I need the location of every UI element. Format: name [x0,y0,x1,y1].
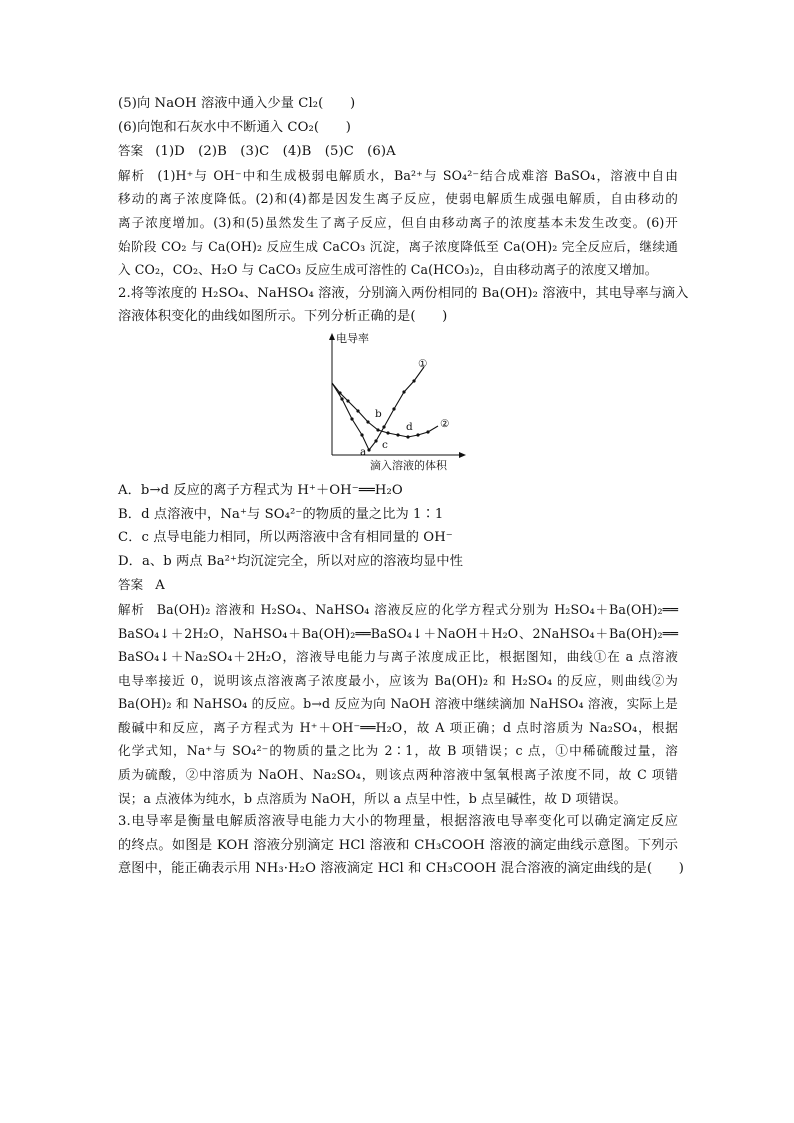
point-b-label: b [375,407,382,420]
analysis-2-line-8: 质为硫酸，②中溶质为 NaOH、Na₂SO₄，则该点两种溶液中氢氧根离子浓度不同，故 C 项错 [118,767,678,783]
conductivity-graph [318,331,468,471]
question-2-stem-line-2: 溶液体积变化的曲线如图所示。下列分析正确的是( ) [118,309,448,325]
option-b: B．d 点溶液中，Na⁺与 SO₄²⁻的物质的量之比为 1∶1 [118,506,444,522]
answer-text: A [155,578,165,594]
point-d-label: d [406,420,413,433]
answer-1 [118,139,678,164]
x-axis-label: 滴入溶液的体积 [370,458,447,471]
analysis-1-line-3: 离子浓度增加。(3)和(5)虽然发生了离子反应，但自由移动离子的浓度基本未发生改变。(6)开 [118,214,678,230]
analysis-text: (1)H⁺与 OH⁻中和生成极弱电解质水，Ba²⁺与 SO₄²⁻结合成难溶 BaSO₄，溶液中自由 [157,167,678,183]
answer-2 [118,573,678,598]
point-c-label: c [382,438,388,451]
curve-2-point [376,428,379,431]
curve-2-point [396,433,399,436]
curve-2-point [338,391,341,394]
curve-1-point [350,417,353,420]
curve-2-point [426,430,429,433]
analysis-2-line-4: 电导率接近 0，说明该点溶液离子浓度最小，应该为 Ba(OH)₂ 和 H₂SO₄ 的反应，则曲线②为 [118,672,678,688]
document-page [118,92,689,881]
analysis-2-line-1 [118,598,678,622]
analysis-2-line-9: 误；a 点液体为纯水，b 点溶质为 NaOH，所以 a 点呈中性，b 点呈碱性，故 D 项错误。 [118,790,627,806]
curve-1-point [374,439,377,442]
analysis-1-line-4: 始阶段 CO₂ 与 Ca(OH)₂ 反应生成 CaCO₃ 沉淀，离子浓度降低至 Ca(OH)₂ 完全反应后，继续通 [118,238,678,254]
curve-1-point [382,425,385,428]
question-3-stem-line-2: 的终点。如图是 KOH 溶液分别滴定 HCl 溶液和 CH₃COOH 溶液的滴定曲线示意图。下列示 [118,837,678,853]
analysis-2-line-5: Ba(OH)₂ 和 NaHSO₄ 的反应。b→d 反应为向 NaOH 溶液中继续滴加 NaHSO₄ 溶液，实际上是 [118,696,678,712]
answer-text: (1)D (2)B (3)C (4)B (5)C (6)A [155,144,396,160]
answer-label: 答案 [118,577,144,593]
curve-1-point [412,379,415,382]
curve-2-point [356,409,359,412]
question-2-stem-line-1: 2.将等浓度的 H₂SO₄、NaHSO₄ 溶液，分别滴入两份相同的 Ba(OH)₂ 溶液中，其电导率与滴入 [118,285,689,301]
analysis-2-line-3: BaSO₄↓＋Na₂SO₄＋2H₂O，溶液导电能力与离子浓度成正比，根据图知，曲线①在 a 点溶液 [118,649,678,665]
analysis-1-line-2: 移动的离子浓度降低。(2)和(4)都是因发生离子反应，使弱电解质生成强电解质，自由移动的 [118,191,678,207]
analysis-1-line-5: 入 CO₂，CO₂、H₂O 与 CaCO₃ 反应生成可溶性的 Ca(HCO₃)₂，自由移动离子的浓度又增加。 [118,262,658,278]
option-c: C．c 点导电能力相同，所以两溶液中含有相同量的 OH⁻ [118,530,453,546]
analysis-label: 解析 [118,167,146,183]
option-d: D．a、b 两点 Ba²⁺均沉淀完全，所以对应的溶液均显中性 [118,553,463,569]
analysis-2-line-2: BaSO₄↓＋2H₂O，NaHSO₄＋Ba(OH)₂══BaSO₄↓＋NaOH＋H₂O、2NaHSO₄＋Ba(OH)₂══ [118,625,678,641]
curve-2-point [406,435,409,438]
curve-2-point [416,433,419,436]
question-3-stem-line-1: 3.电导率是衡量电解质溶液导电能力大小的物理量，根据溶液电导率变化可以确定滴定反应 [118,814,678,830]
curve-1-point [392,407,395,410]
conductivity-figure [118,331,678,479]
analysis-2-line-6: 酸碱中和反应，离子方程式为 H⁺＋OH⁻══H₂O，故 A 项正确；d 点时溶质为 Na₂SO₄，根据 [118,719,678,735]
analysis-text: Ba(OH)₂ 溶液和 H₂SO₄、NaHSO₄ 溶液反应的化学方程式分别为 H₂SO₄＋Ba(OH)₂══ [156,601,678,617]
curve-2-point [386,431,389,434]
analysis-1-line-1 [118,164,678,188]
analysis-label: 解析 [118,601,145,617]
curve-2-point [346,399,349,402]
y-axis-arrow [329,333,335,340]
answer-label: 答案 [118,143,144,159]
question-3-stem-line-3: 意图中，能正确表示用 NH₃·H₂O 溶液滴定 HCl 和 CH₃COOH 混合溶液的滴定曲线的是( ) [118,861,685,877]
curve-1-point [367,448,370,451]
curve-1-label: ① [418,357,428,370]
curve-1-point [360,433,363,436]
y-axis-label: 电导率 [336,331,369,345]
curve-2-point [366,420,369,423]
analysis-2-line-7: 化学式知，Na⁺与 SO₄²⁻的物质的量之比为 2∶1，故 B 项错误；c 点，①中稀硫酸过量，溶 [118,743,678,759]
point-a-label: a [360,445,367,458]
curve-2-label: ② [440,417,450,430]
curve-1-point [402,390,405,393]
x-axis-arrow [459,452,466,458]
question-item-5: (5)向 NaOH 溶液中通入少量 Cl₂( ) [118,96,356,111]
question-item-6: (6)向饱和石灰水中不断通入 CO₂( ) [118,119,351,135]
option-a: A．b→d 反应的离子方程式为 H⁺＋OH⁻══H₂O [118,482,403,498]
curve-1-point [340,397,343,400]
